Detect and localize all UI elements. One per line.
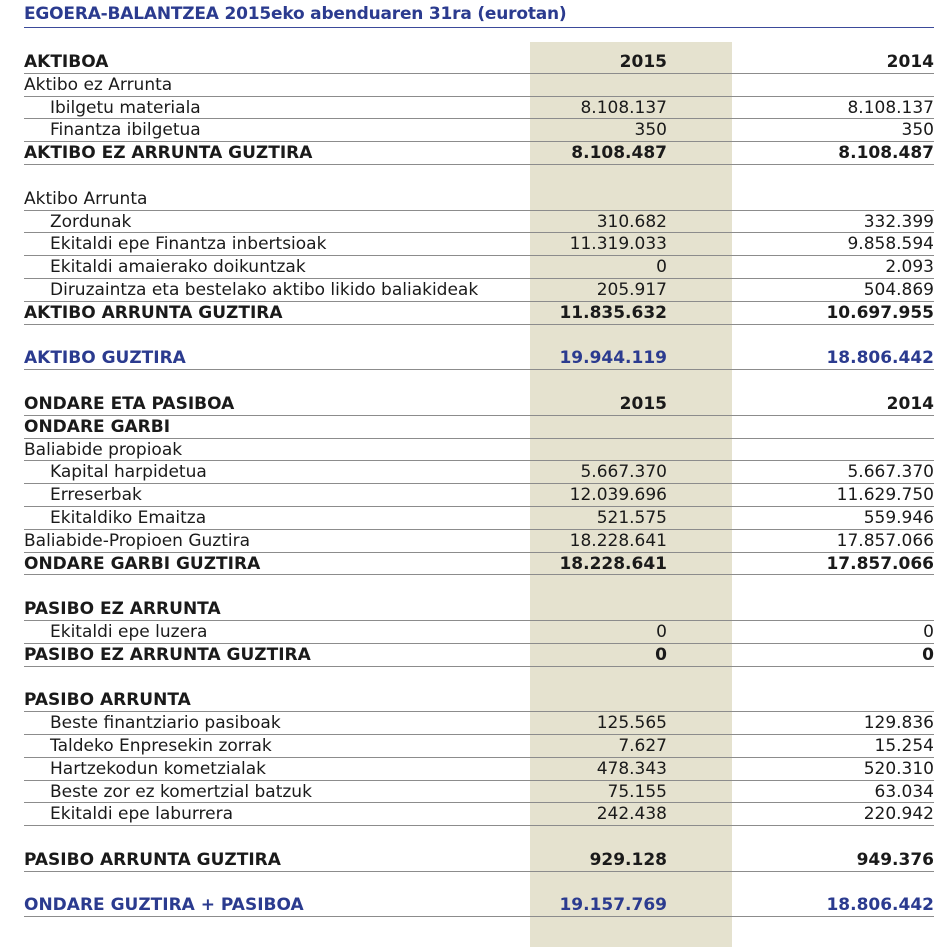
- spacer-row: [24, 575, 934, 598]
- table-row: [24, 51, 934, 74]
- value-2014: 17.857.066: [836, 530, 934, 551]
- row-label: AKTIBO EZ ARRUNTA GUZTIRA: [24, 143, 313, 164]
- value-2014: 10.697.955: [826, 302, 934, 323]
- row-label: ONDARE GUZTIRA + PASIBOA: [24, 895, 304, 916]
- table-row: [24, 712, 934, 735]
- row-label: Diruzaintza eta bestelako aktibo likido baliakideak: [50, 279, 479, 300]
- value-2014: 8.108.137: [847, 97, 934, 118]
- table-row: [24, 74, 934, 97]
- row-label: PASIBO EZ ARRUNTA GUZTIRA: [24, 644, 311, 665]
- row-label: Ekitaldi epe luzera: [50, 621, 208, 642]
- value-2015: 2015: [619, 393, 667, 414]
- value-2015: 125.565: [596, 713, 667, 734]
- row-label: Beste zor ez komertzial batzuk: [50, 781, 312, 802]
- value-2014: 2014: [886, 393, 934, 414]
- row-label: ONDARE GARBI GUZTIRA: [24, 553, 261, 574]
- table-row: [24, 644, 934, 667]
- row-label: AKTIBO ARRUNTA GUZTIRA: [24, 302, 283, 323]
- table-row: [24, 530, 934, 553]
- row-label: AKTIBO GUZTIRA: [24, 348, 186, 369]
- spacer-row: [24, 667, 934, 690]
- value-2015: 0: [655, 644, 667, 665]
- value-2014: 15.254: [874, 735, 934, 756]
- table-row: [24, 142, 934, 165]
- value-2015: 8.108.137: [580, 97, 667, 118]
- value-2014: 2.093: [885, 257, 934, 278]
- row-label: Aktibo Arrunta: [24, 188, 148, 209]
- row-label: Baliabide-Propioen Guztira: [24, 530, 251, 551]
- value-2014: 8.108.487: [838, 143, 934, 164]
- page-title: EGOERA-BALANTZEA 2015eko abenduaren 31ra (eurotan): [24, 4, 567, 24]
- row-label: Ekitaldi epe laburrera: [50, 804, 234, 825]
- table-row: [24, 507, 934, 530]
- table-row: [24, 439, 934, 462]
- table-row: [24, 849, 934, 872]
- value-2014: 220.942: [863, 804, 934, 825]
- value-2015: 310.682: [596, 211, 667, 232]
- row-label: Hartzekodun kometzialak: [50, 758, 266, 779]
- value-2014: 504.869: [863, 279, 934, 300]
- value-2014: 11.629.750: [836, 485, 934, 506]
- value-2015: 75.155: [607, 781, 667, 802]
- value-2014: 17.857.066: [826, 553, 934, 574]
- value-2015: 12.039.696: [569, 485, 667, 506]
- value-2015: 5.667.370: [580, 462, 667, 483]
- value-2015: 350: [634, 120, 667, 141]
- value-2014: 0: [923, 621, 934, 642]
- table-row: [24, 188, 934, 211]
- table-row: [24, 211, 934, 234]
- table-row: [24, 598, 934, 621]
- value-2015: 2015: [619, 52, 667, 72]
- spacer-row: [24, 370, 934, 393]
- table-row: [24, 347, 934, 370]
- table-row: [24, 781, 934, 804]
- value-2014: 18.806.442: [826, 348, 934, 369]
- value-2014: 350: [901, 120, 934, 141]
- value-2015: 8.108.487: [571, 143, 667, 164]
- table-row: [24, 689, 934, 712]
- value-2014: 559.946: [863, 507, 934, 528]
- row-label: Ekitaldiko Emaitza: [50, 507, 207, 528]
- spacer-row: [24, 325, 934, 348]
- value-2015: 929.128: [589, 849, 667, 870]
- table-row: [24, 233, 934, 256]
- value-2014: 520.310: [863, 758, 934, 779]
- row-label: ONDARE GARBI: [24, 416, 171, 437]
- row-label: Taldeko Enpresekin zorrak: [50, 735, 272, 756]
- value-2014: 5.667.370: [847, 462, 934, 483]
- row-label: PASIBO EZ ARRUNTA: [24, 599, 221, 620]
- table-row: [24, 621, 934, 644]
- value-2014: 332.399: [863, 211, 934, 232]
- table-row: [24, 484, 934, 507]
- value-2015: 18.228.641: [569, 530, 667, 551]
- table-row: [24, 416, 934, 439]
- value-2014: 0: [922, 644, 934, 665]
- row-label: Ibilgetu materiala: [50, 97, 201, 118]
- table-row: [24, 393, 934, 416]
- table-row: [24, 97, 934, 120]
- value-2015: 19.944.119: [559, 348, 667, 369]
- row-label: Erreserbak: [50, 485, 142, 506]
- value-2014: 129.836: [863, 713, 934, 734]
- spacer-row: [24, 165, 934, 188]
- table-row: [24, 461, 934, 484]
- table-row: [24, 302, 934, 325]
- value-2014: 2014: [886, 52, 934, 72]
- value-2015: 205.917: [596, 279, 667, 300]
- row-label: Ekitaldi amaierako doikuntzak: [50, 257, 306, 278]
- table-row: [24, 735, 934, 758]
- value-2014: 18.806.442: [826, 895, 934, 916]
- row-label: AKTIBOA: [24, 52, 109, 72]
- row-label: PASIBO ARRUNTA: [24, 690, 191, 711]
- table-row: [24, 758, 934, 781]
- value-2014: 949.376: [856, 849, 934, 870]
- value-2015: 521.575: [596, 507, 667, 528]
- title-divider: [24, 27, 934, 28]
- value-2015: 478.343: [596, 758, 667, 779]
- row-label: ONDARE ETA PASIBOA: [24, 393, 235, 414]
- value-2015: 18.228.641: [559, 553, 667, 574]
- value-2015: 0: [656, 621, 667, 642]
- table-row: [24, 119, 934, 142]
- table-row: [24, 279, 934, 302]
- value-2014: 63.034: [874, 781, 934, 802]
- row-label: Zordunak: [50, 211, 132, 232]
- row-label: Baliabide propioak: [24, 439, 183, 460]
- value-2015: 242.438: [596, 804, 667, 825]
- spacer-row: [24, 872, 934, 895]
- table-row: [24, 553, 934, 576]
- value-2015: 19.157.769: [559, 895, 667, 916]
- value-2015: 7.627: [618, 735, 667, 756]
- table-row: [24, 894, 934, 917]
- table-row: [24, 256, 934, 279]
- row-label: Finantza ibilgetua: [50, 120, 201, 141]
- row-label: Beste finantziario pasiboak: [50, 713, 281, 734]
- row-label: Kapital harpidetua: [50, 462, 207, 483]
- value-2014: 9.858.594: [847, 234, 934, 255]
- value-2015: 11.319.033: [569, 234, 667, 255]
- table-row: [24, 803, 934, 826]
- row-label: Ekitaldi epe Finantza inbertsioak: [50, 234, 327, 255]
- value-2015: 0: [656, 257, 667, 278]
- row-label: Aktibo ez Arrunta: [24, 74, 173, 95]
- balance-sheet-table: [24, 51, 934, 917]
- spacer-row: [24, 826, 934, 849]
- row-label: PASIBO ARRUNTA GUZTIRA: [24, 849, 281, 870]
- value-2015: 11.835.632: [559, 302, 667, 323]
